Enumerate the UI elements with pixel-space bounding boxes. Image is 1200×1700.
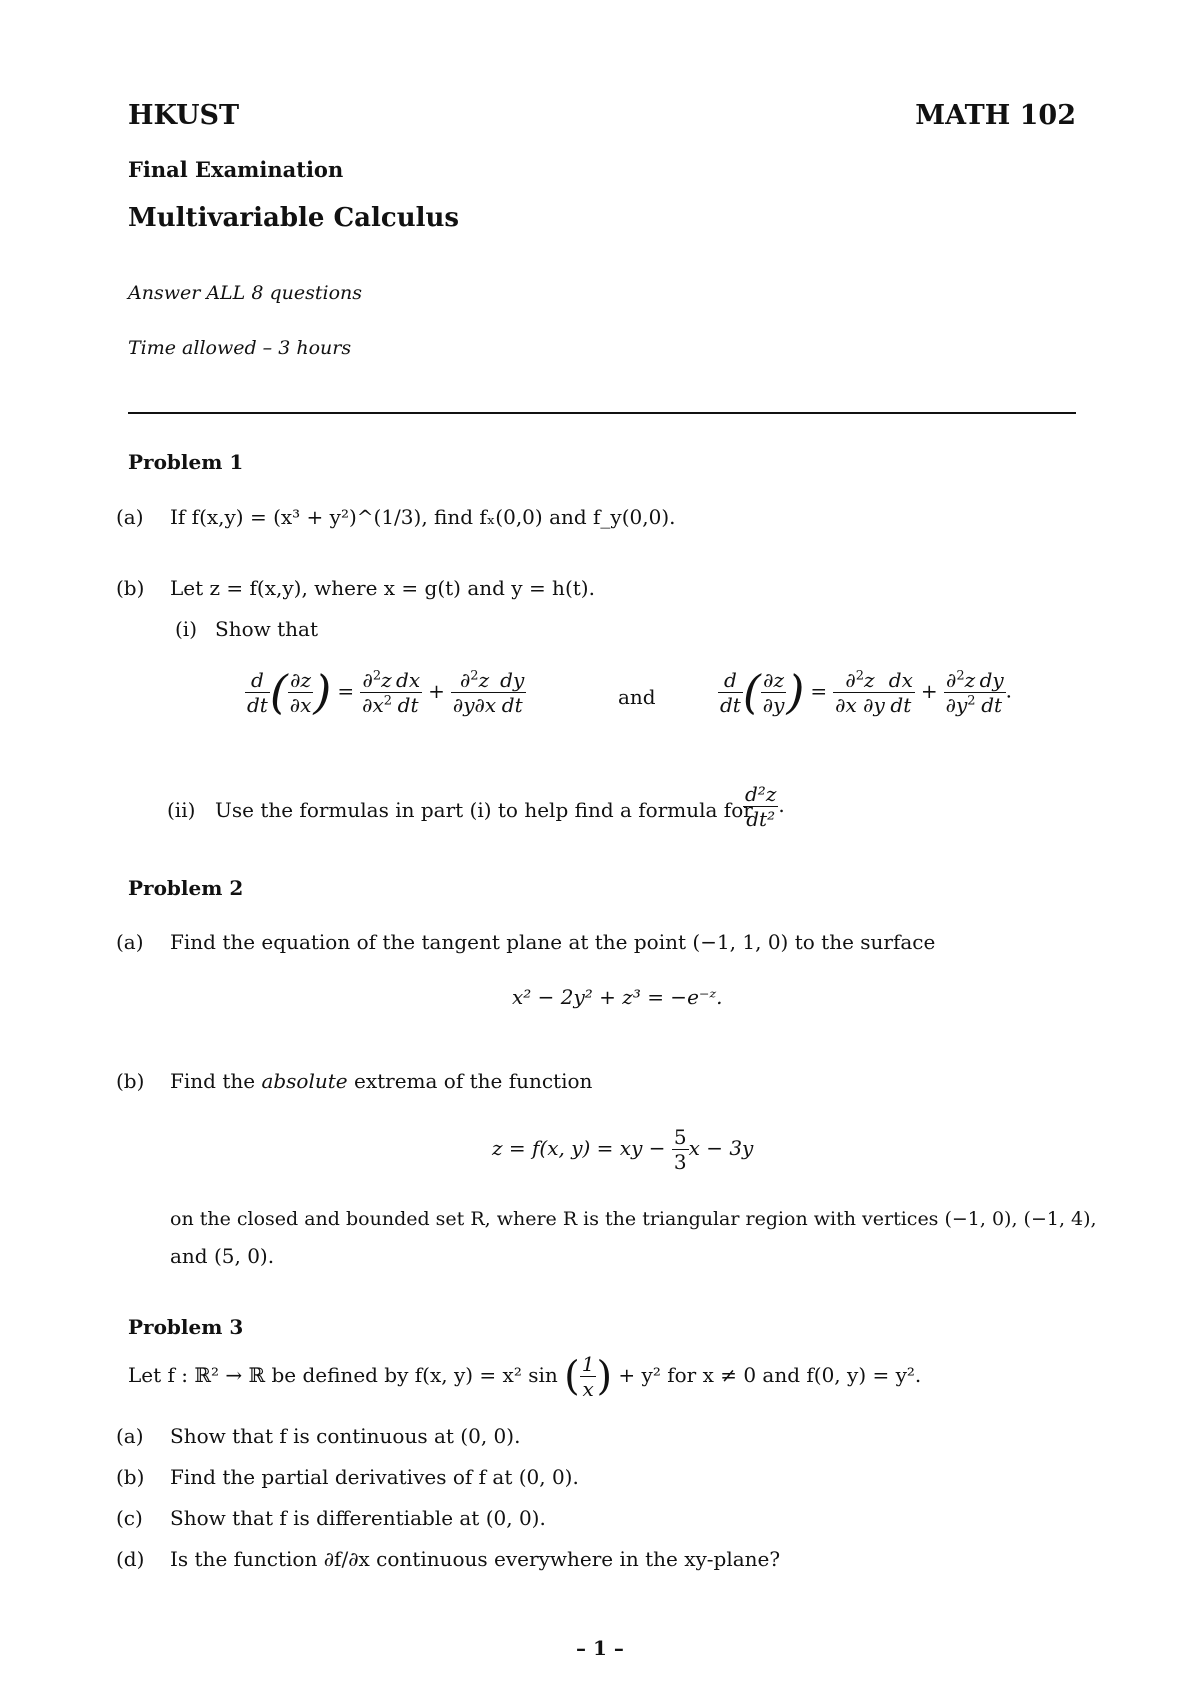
problem-1-title: Problem 1 — [128, 450, 244, 474]
region-description-line-1: on the closed and bounded set R, where R is the triangular region with vertices (−1, 0), (−1, 4), — [170, 1208, 1097, 1230]
and-connector: and — [618, 685, 656, 709]
time-allowed: Time allowed – 3 hours — [128, 337, 352, 359]
second-derivative-fraction: $\frac{\text{d²z}}{\text{dt²}}$ . — [745, 782, 785, 831]
problem-1a-text: If f(x,y) = (x³ + y²)^(1/3), find fₓ(0,0) and f_y(0,0). — [170, 505, 676, 529]
problem-2-title: Problem 2 — [128, 876, 244, 900]
problem-2b-label: (b) — [116, 1069, 145, 1093]
surface-equation: x² − 2y² + z³ = −e⁻ᶻ. — [512, 985, 723, 1009]
problem-1bi-text: Show that — [215, 617, 318, 641]
subject-title: Multivariable Calculus — [128, 203, 460, 233]
problem-2a-text: Find the equation of the tangent plane at the point (−1, 1, 0) to the surface — [170, 930, 936, 954]
problem-3c-text: Show that f is differentiable at (0, 0). — [170, 1506, 546, 1530]
institution-name: HKUST — [128, 100, 240, 131]
problem-3a-label: (a) — [116, 1424, 144, 1448]
region-description-line-2: and (5, 0). — [170, 1244, 275, 1268]
chain-rule-equation-x: $\frac{d}{dt}$ ( $\frac{\partial z}{\partial x}$ ) = $\frac{\partial^2z}{\partial x^2}$ $\frac{dx}{dt}$ + $\frac{\partial^2z}{\partial y\partial x}$ $\frac{dy}{dt}$ — [247, 665, 525, 719]
problem-3b-text: Find the partial derivatives of f at (0, 0). — [170, 1465, 579, 1489]
problem-1b-label: (b) — [116, 576, 145, 600]
header-divider — [128, 412, 1076, 414]
exam-title: Final Examination — [128, 157, 344, 182]
instructions: Answer ALL 8 questions — [128, 282, 362, 304]
problem-3d-text: Is the function ∂f/∂x continuous everywhere in the xy-plane? — [170, 1547, 781, 1571]
problem-3b-label: (b) — [116, 1465, 145, 1489]
problem-1bii-text: Use the formulas in part (i) to help find a formula for — [215, 798, 753, 822]
problem-3a-text: Show that f is continuous at (0, 0). — [170, 1424, 521, 1448]
problem-2a-label: (a) — [116, 930, 144, 954]
problem-1a-label: (a) — [116, 505, 144, 529]
problem-1bii-label: (ii) — [167, 798, 196, 822]
problem-2b-text: Find the absolute extrema of the function — [170, 1069, 593, 1093]
problem-3-title: Problem 3 — [128, 1315, 244, 1339]
problem-1bi-label: (i) — [175, 617, 198, 641]
chain-rule-equation-y: $\frac{d}{dt}$ ( $\frac{\partial z}{\partial y}$ ) = $\frac{\partial^2z}{\partial x \partial y}$ $\frac{dx}{dt}$ + $\frac{\partial^2z}{\partial y^2}$ $\frac{dy}{dt}$ . — [720, 665, 1013, 719]
course-code: MATH 102 — [915, 100, 1076, 131]
function-equation: z = f(x, y) = xy − $\frac{5}{3}$ x − 3y — [492, 1125, 754, 1174]
problem-1b-text: Let z = f(x,y), where x = g(t) and y = h(t). — [170, 576, 595, 600]
problem-3d-label: (d) — [116, 1547, 145, 1571]
problem-3-intro: Let f : ℝ² → ℝ be defined by f(x, y) = x² sin ( $\frac{1}{x}$ ) + y² for x ≠ 0 and f(0, y) = y². — [128, 1352, 922, 1401]
page-number: – 1 – — [576, 1636, 624, 1660]
problem-3c-label: (c) — [116, 1506, 143, 1530]
